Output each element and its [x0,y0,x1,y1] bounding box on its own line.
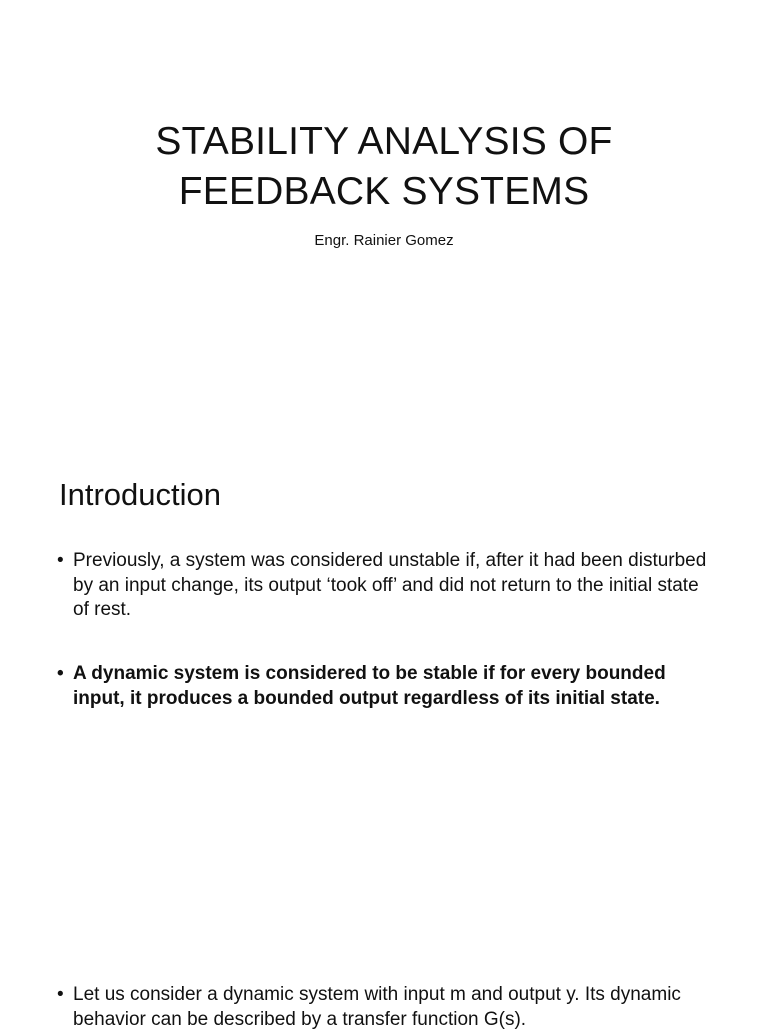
bullet-icon: • [57,984,64,1005]
slide-title-line-1: STABILITY ANALYSIS OF [155,120,613,163]
author-name: Engr. Rainier Gomez [314,232,454,249]
slide-heading: Introduction [59,477,221,512]
bullet-icon: • [57,550,64,571]
bullet-item [57,983,717,1032]
introduction-slide [0,430,768,1030]
title-slide [0,0,768,430]
bullet-text: Previously, a system was considered unstable if, after it had been disturbed by an input change, its output ‘took off’ and did not return to the initial state of rest. [73,550,707,620]
bullet-icon: • [57,663,64,684]
slide-title-line-2: FEEDBACK SYSTEMS [178,170,590,213]
bullet-item-emphasis [57,662,717,711]
bullet-text: A dynamic system is considered to be stable if for every bounded input, it produces a bounded output regardless of its initial state. [73,663,666,709]
bullet-text: Let us consider a dynamic system with input m and output y. Its dynamic behavior can be described by a transfer function G(s). [73,984,681,1030]
bullet-item [57,549,717,623]
